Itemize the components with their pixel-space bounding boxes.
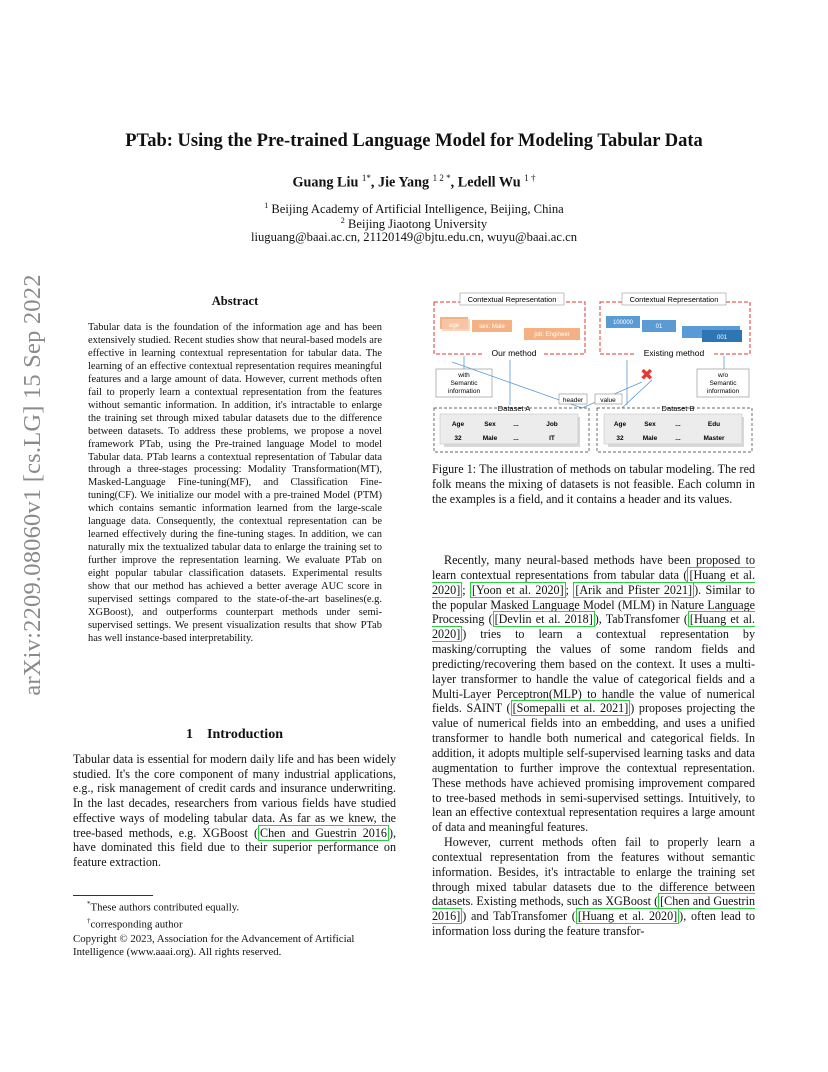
table-b-header: Edu — [707, 421, 721, 428]
affiliation-mark: 1 — [264, 201, 269, 210]
citation-link[interactable]: [Arik and Pfister 2021] — [575, 582, 693, 597]
abstract-heading: Abstract — [211, 294, 259, 308]
author-name: Ledell Wu — [457, 174, 521, 191]
dataset-a-label: Dataset A — [497, 404, 531, 413]
paragraph-text: Tabular data is essential for modern daily life and has been widely studied. It's the core component of many industrial applications, e.g., risk management of credit cards and insurance underwriting. In the last decades, researchers from various fields have studied effective ways of modeling tabular data. As far as we knew, the tree-based methods, e.g. XGBoost ( — [73, 752, 396, 840]
footnote-text: corresponding author — [90, 918, 183, 931]
paragraph-text: ) and TabTransfomer ( — [462, 909, 576, 924]
table-a-value: ... — [513, 435, 519, 442]
figure-1-caption: Figure 1: The illustration of methods on tabular modeling. The red folk means the mixing of datasets is not feasible. Each column in the examples is a field, and it contains a header and its values. — [432, 462, 755, 506]
token-b-text: sex: Male — [479, 324, 505, 330]
dataset-b-label: Dataset B — [661, 404, 695, 413]
paper-title: PTab: Using the Pre-trained Language Model for Modeling Tabular Data — [125, 131, 703, 151]
affiliation-mark: 2 — [340, 216, 345, 225]
author-list: Guang Liu $^{1*}$, Jie Yang $^{1 2 *}$, Ledell Wu $^{1 \dagger}$ — [292, 173, 536, 191]
paragraph-text: ), often lead to information loss during the feature transfor- — [432, 909, 755, 939]
table-a-value: IT — [549, 435, 555, 442]
paragraph-text: ) proposes projecting the value of numerical fields into an embedding, and uses a unified transformer to handle both numerical and categorical fields. In addition, it adopts multiple self-supervised learning tasks and data augmentation to further improve the contextual representation. These methods have achieved promising improvement compared to tree-based methods in semi-supervised settings. Intuitively, to lean an effective contextual representation requires a large amount of data and meaningful features. — [432, 701, 755, 835]
section-title: Introduction — [207, 727, 283, 742]
paragraph-text: However, current methods often fail to properly learn a contextual representation from the features without semantic information. Besides, it's intractable to enlarge the training set through mixed tabular datasets due to the difference between datasets. Existing methods, such as XGBoost ( — [432, 835, 755, 909]
copyright-notice: Copyright © 2023, Association for the Advancement of Artificial Intelligence (www.aaai.org). All rights reserved. — [73, 932, 355, 959]
intro-paragraph — [73, 752, 396, 870]
author-mark: 1 † — [524, 173, 536, 183]
paragraph-text: ). Similar to the popular Masked Language Model (MLM) in Nature Language Processing ( — [432, 582, 755, 627]
author-mark: 1* — [361, 173, 371, 183]
footnote-text: These authors contributed equally. — [90, 901, 240, 914]
table-b-header: Age — [613, 421, 627, 428]
header-label: header — [562, 397, 584, 404]
paragraph-text: ), TabTransfomer ( — [594, 612, 688, 627]
arxiv-sidebar — [8, 274, 58, 696]
citation-link[interactable]: [Huang et al. 2020] — [577, 909, 678, 924]
table-b-header: Sex — [644, 421, 656, 428]
right-column-text — [432, 553, 755, 939]
figure-1-diagram — [432, 290, 754, 455]
section-heading-introduction — [73, 727, 396, 743]
author-mark: 1 2 * — [432, 173, 451, 183]
table-b-value: Male — [642, 435, 658, 442]
citation-link[interactable]: [Somepalli et al. 2021] — [512, 701, 629, 716]
red-cross-icon: ✖ — [640, 367, 654, 384]
citation-link[interactable]: [Chen and Guestrin 2016] — [432, 894, 755, 924]
footnotes — [73, 898, 403, 960]
table-b-value: Master — [703, 435, 725, 442]
affiliation-text: Beijing Academy of Artificial Intelligence, Beijing, China — [271, 202, 564, 217]
table-b-header: ... — [675, 421, 681, 428]
footnote-corresponding: †corresponding author — [87, 917, 183, 931]
context-rep-label-b: Contextual Representation — [629, 295, 719, 304]
table-a-header: Job — [546, 421, 558, 428]
token-c-text: job: Engineer — [534, 332, 570, 338]
paragraph-recently — [432, 553, 755, 835]
paragraph-text: ; — [462, 582, 470, 597]
with-semantic-2: Semantic — [450, 380, 478, 387]
token-f-text: 001 — [716, 335, 728, 341]
token-d-text: 100000 — [612, 320, 634, 326]
abstract-body: Tabular data is the foundation of the information age and has been extensively studied. Recent studies show that neural-based models are effective in learning contextual representation for tabular data. The learning of an effective contextual representation requires meaningful features and a large amount of data. However, current methods often fail to properly learn a contextual representation from the features without semantic information. In addition, it's intractable to enlarge the training set through mixed tabular datasets due to the difference between datasets. To address these problems, we propose a novel framework PTab, using the Pre-trained language Model to model Tabular data. PTab learns a contextual representation of Tabular data through a three-stages processing: Modality Transformation(MT), Masked-Language Fine-tuning(MF), and Classification Fine-tuning(CF). We initialize our model with a pre-trained Model (PTM) which contains semantic information learned from the large-scale language data. Consequently, the contextual representation can be learned effectively during the fine-tuning stages. In addition, we can naturally mix the textualized tabular data to enlarge the training set to further improve the representation learning. We evaluate PTab on eight popular tabular classification datasets. Experimental results show that our method has achieved a better average AUC score in supervised settings compared to the state-of-the-art baselines(e.g. XGBoost), and outperforms counterpart methods under semi-supervised settings. We present visualization results that show PTab has well instance-based interpretability. — [88, 322, 382, 644]
arxiv-identifier: arXiv:2209.08060v1 [cs.LG] 15 Sep 2022 — [19, 274, 46, 696]
table-a-header: Sex — [484, 421, 496, 428]
with-semantic-3: information — [447, 388, 481, 395]
citation-link[interactable]: [Devlin et al. 2018] — [494, 612, 593, 627]
our-method-label: Our method — [491, 348, 537, 358]
table-a-header: Age — [451, 421, 465, 428]
author-emails: liuguang@baai.ac.cn, 21120149@bjtu.edu.cn, wuyu@baai.ac.cn — [251, 230, 577, 244]
without-semantic-3: information — [706, 388, 740, 395]
affiliation-text: Beijing Jiaotong University — [347, 217, 488, 232]
footnote-rule — [73, 895, 153, 896]
value-label: value — [600, 397, 616, 404]
citation-link[interactable]: [Huang et al. 2020] — [432, 612, 756, 642]
token-a-text: age — [448, 323, 460, 329]
token-e-text: 01 — [655, 324, 663, 330]
with-semantic-1: with — [458, 372, 470, 379]
context-rep-label-a: Contextual Representation — [467, 295, 557, 304]
author-name: Guang Liu — [292, 174, 359, 191]
paragraph-text: Recently, many neural-based methods have been proposed to learn contextual representations from tabular data ( — [432, 553, 755, 582]
existing-method-label: Existing method — [643, 348, 705, 358]
without-semantic-2: Semantic — [709, 380, 737, 387]
table-a-value: Male — [482, 435, 498, 442]
section-number: 1 — [186, 727, 193, 742]
paragraph-text: ; — [565, 582, 574, 597]
author-name: Jie Yang — [378, 174, 430, 191]
flow-arrows — [452, 356, 724, 408]
citation-link[interactable]: [Yoon et al. 2020] — [472, 582, 564, 597]
paragraph-text: ) tries to learn a contextual representation by masking/corrupting the values of some random fields and predicting/recovering them based on the context. It uses a multi-layer transformer to handle the value of categorical fields and a Multi-Layer Perceptron(MLP) to handle the value of numerical fields. SAINT ( — [432, 627, 755, 716]
table-b-value: ... — [675, 435, 681, 442]
paragraph-however — [432, 835, 755, 939]
footnote-equal: *These authors contributed equally. — [87, 900, 240, 914]
citation-link[interactable]: [Huang et al. 2020] — [432, 567, 755, 597]
citation-link[interactable]: Chen and Guestrin 2016 — [260, 825, 387, 840]
table-a-header: ... — [513, 421, 519, 428]
table-a-value: 32 — [454, 435, 462, 442]
without-semantic-1: w/o — [717, 372, 729, 379]
paragraph-text: ), have dominated this field due to their superior performance on feature extraction. — [73, 825, 397, 869]
table-b-value: 32 — [616, 435, 624, 442]
